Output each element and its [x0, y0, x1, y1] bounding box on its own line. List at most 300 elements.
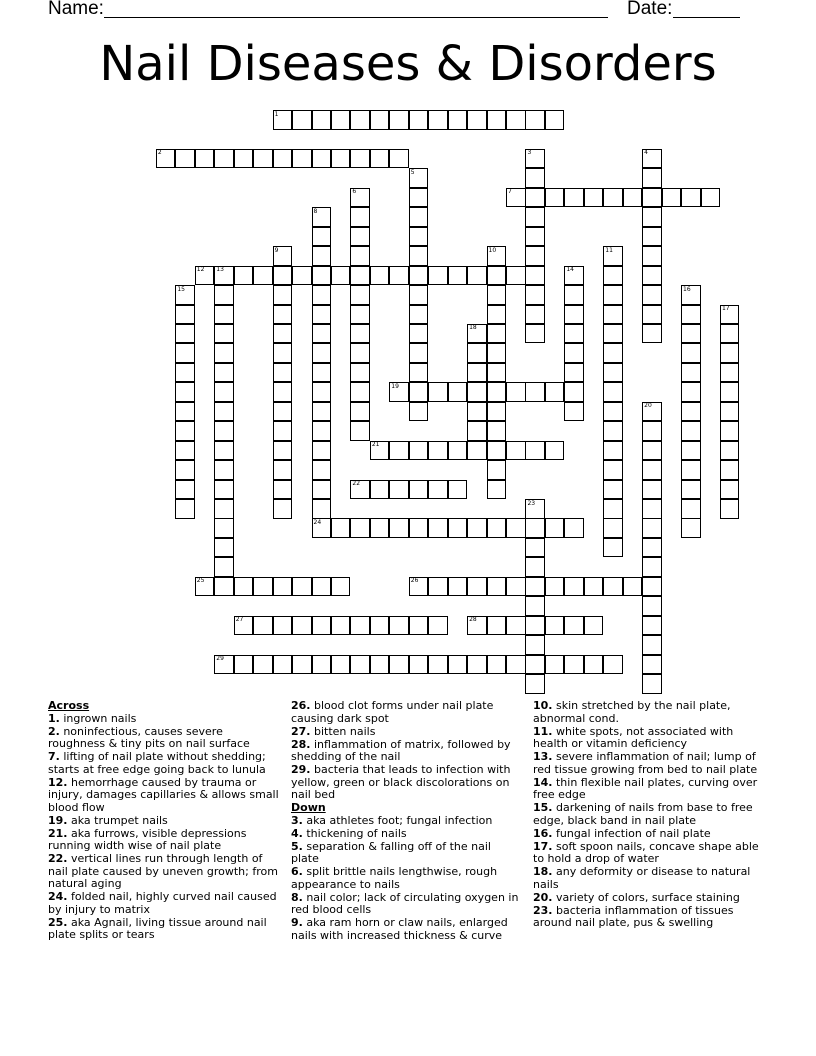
grid-cell[interactable] — [506, 266, 526, 286]
grid-cell[interactable] — [642, 246, 662, 266]
grid-cell[interactable] — [214, 518, 234, 538]
grid-cell[interactable] — [525, 188, 545, 208]
grid-cell[interactable] — [603, 266, 623, 286]
grid-cell[interactable] — [350, 207, 370, 227]
grid-cell[interactable] — [487, 363, 507, 383]
grid-cell[interactable] — [681, 363, 701, 383]
grid-cell[interactable] — [487, 343, 507, 363]
grid-cell[interactable] — [253, 149, 273, 169]
grid-cell[interactable] — [623, 577, 643, 597]
grid-cell[interactable] — [681, 305, 701, 325]
grid-cell[interactable] — [506, 577, 526, 597]
grid-cell[interactable] — [525, 266, 545, 286]
grid-cell[interactable] — [584, 188, 604, 208]
grid-cell[interactable] — [389, 149, 409, 169]
grid-cell[interactable] — [506, 110, 526, 130]
grid-cell[interactable] — [564, 285, 584, 305]
grid-cell[interactable] — [292, 110, 312, 130]
grid-cell[interactable] — [312, 324, 332, 344]
grid-cell[interactable] — [389, 110, 409, 130]
grid-cell[interactable] — [312, 266, 332, 286]
grid-cell[interactable] — [681, 324, 701, 344]
grid-cell[interactable] — [195, 266, 215, 286]
grid-cell[interactable] — [642, 324, 662, 344]
grid-cell[interactable] — [642, 227, 662, 247]
grid-cell[interactable] — [175, 499, 195, 519]
grid-cell[interactable] — [642, 168, 662, 188]
grid-cell[interactable] — [623, 188, 643, 208]
grid-cell[interactable] — [350, 421, 370, 441]
grid-cell[interactable] — [214, 343, 234, 363]
grid-cell[interactable] — [312, 343, 332, 363]
grid-cell[interactable] — [545, 188, 565, 208]
grid-cell[interactable] — [273, 421, 293, 441]
grid-cell[interactable] — [448, 110, 468, 130]
grid-cell[interactable] — [681, 421, 701, 441]
grid-cell[interactable] — [681, 518, 701, 538]
grid-cell[interactable] — [273, 577, 293, 597]
grid-cell[interactable] — [720, 382, 740, 402]
grid-cell[interactable] — [312, 227, 332, 247]
grid-cell[interactable] — [467, 441, 487, 461]
grid-cell[interactable] — [448, 441, 468, 461]
grid-cell[interactable] — [564, 324, 584, 344]
grid-cell[interactable] — [370, 480, 390, 500]
grid-cell[interactable] — [603, 363, 623, 383]
grid-cell[interactable] — [409, 285, 429, 305]
grid-cell[interactable] — [234, 266, 254, 286]
grid-cell[interactable] — [409, 343, 429, 363]
grid-cell[interactable] — [467, 402, 487, 422]
grid-cell[interactable] — [448, 655, 468, 675]
grid-cell[interactable] — [603, 188, 623, 208]
grid-cell[interactable] — [681, 285, 701, 305]
grid-cell[interactable] — [487, 518, 507, 538]
grid-cell[interactable] — [195, 149, 215, 169]
grid-cell[interactable] — [273, 343, 293, 363]
grid-cell[interactable] — [370, 149, 390, 169]
grid-cell[interactable] — [603, 577, 623, 597]
grid-cell[interactable] — [564, 266, 584, 286]
grid-cell[interactable] — [681, 382, 701, 402]
grid-cell[interactable] — [175, 343, 195, 363]
grid-cell[interactable] — [312, 655, 332, 675]
grid-cell[interactable] — [487, 110, 507, 130]
grid-cell[interactable] — [701, 188, 721, 208]
grid-cell[interactable] — [487, 402, 507, 422]
grid-cell[interactable] — [175, 149, 195, 169]
grid-cell[interactable] — [487, 266, 507, 286]
grid-cell[interactable] — [603, 441, 623, 461]
grid-cell[interactable] — [603, 480, 623, 500]
grid-cell[interactable] — [642, 518, 662, 538]
grid-cell[interactable] — [409, 480, 429, 500]
grid-cell[interactable] — [312, 421, 332, 441]
grid-cell[interactable] — [312, 246, 332, 266]
grid-cell[interactable] — [662, 188, 682, 208]
grid-cell[interactable] — [312, 110, 332, 130]
grid-cell[interactable] — [409, 577, 429, 597]
grid-cell[interactable] — [312, 441, 332, 461]
grid-cell[interactable] — [428, 382, 448, 402]
grid-cell[interactable] — [545, 382, 565, 402]
grid-cell[interactable] — [642, 596, 662, 616]
grid-cell[interactable] — [312, 382, 332, 402]
grid-cell[interactable] — [273, 266, 293, 286]
grid-cell[interactable] — [564, 616, 584, 636]
grid-cell[interactable] — [487, 655, 507, 675]
grid-cell[interactable] — [525, 616, 545, 636]
grid-cell[interactable] — [292, 266, 312, 286]
grid-cell[interactable] — [312, 460, 332, 480]
grid-cell[interactable] — [370, 266, 390, 286]
grid-cell[interactable] — [331, 577, 351, 597]
grid-cell[interactable] — [525, 441, 545, 461]
grid-cell[interactable] — [720, 421, 740, 441]
grid-cell[interactable] — [214, 382, 234, 402]
grid-cell[interactable] — [350, 110, 370, 130]
grid-cell[interactable] — [545, 518, 565, 538]
grid-cell[interactable] — [720, 480, 740, 500]
grid-cell[interactable] — [467, 577, 487, 597]
grid-cell[interactable] — [681, 441, 701, 461]
grid-cell[interactable] — [642, 538, 662, 558]
grid-cell[interactable] — [525, 227, 545, 247]
grid-cell[interactable] — [564, 305, 584, 325]
grid-cell[interactable] — [350, 402, 370, 422]
grid-cell[interactable] — [428, 110, 448, 130]
grid-cell[interactable] — [350, 382, 370, 402]
grid-cell[interactable] — [448, 518, 468, 538]
grid-cell[interactable] — [564, 382, 584, 402]
grid-cell[interactable] — [545, 441, 565, 461]
grid-cell[interactable] — [273, 285, 293, 305]
grid-cell[interactable] — [175, 285, 195, 305]
grid-cell[interactable] — [292, 149, 312, 169]
grid-cell[interactable] — [214, 305, 234, 325]
grid-cell[interactable] — [273, 382, 293, 402]
grid-cell[interactable] — [525, 635, 545, 655]
grid-cell[interactable] — [292, 616, 312, 636]
grid-cell[interactable] — [681, 480, 701, 500]
grid-cell[interactable] — [214, 557, 234, 577]
grid-cell[interactable] — [350, 305, 370, 325]
grid-cell[interactable] — [642, 499, 662, 519]
grid-cell[interactable] — [681, 188, 701, 208]
grid-cell[interactable] — [273, 305, 293, 325]
grid-cell[interactable] — [331, 616, 351, 636]
grid-cell[interactable] — [603, 518, 623, 538]
grid-cell[interactable] — [720, 324, 740, 344]
grid-cell[interactable] — [467, 655, 487, 675]
grid-cell[interactable] — [448, 382, 468, 402]
grid-cell[interactable] — [681, 499, 701, 519]
grid-cell[interactable] — [156, 149, 176, 169]
grid-cell[interactable] — [525, 207, 545, 227]
grid-cell[interactable] — [642, 421, 662, 441]
grid-cell[interactable] — [370, 518, 390, 538]
grid-cell[interactable] — [350, 188, 370, 208]
grid-cell[interactable] — [545, 577, 565, 597]
grid-cell[interactable] — [175, 480, 195, 500]
grid-cell[interactable] — [409, 616, 429, 636]
grid-cell[interactable] — [312, 363, 332, 383]
grid-cell[interactable] — [214, 577, 234, 597]
grid-cell[interactable] — [389, 266, 409, 286]
grid-cell[interactable] — [312, 207, 332, 227]
grid-cell[interactable] — [428, 441, 448, 461]
grid-cell[interactable] — [506, 382, 526, 402]
grid-cell[interactable] — [603, 382, 623, 402]
grid-cell[interactable] — [273, 616, 293, 636]
grid-cell[interactable] — [214, 441, 234, 461]
grid-cell[interactable] — [525, 577, 545, 597]
grid-cell[interactable] — [409, 363, 429, 383]
grid-cell[interactable] — [448, 480, 468, 500]
grid-cell[interactable] — [525, 655, 545, 675]
grid-cell[interactable] — [409, 441, 429, 461]
grid-cell[interactable] — [642, 616, 662, 636]
grid-cell[interactable] — [506, 188, 526, 208]
grid-cell[interactable] — [603, 246, 623, 266]
grid-cell[interactable] — [642, 577, 662, 597]
grid-cell[interactable] — [409, 266, 429, 286]
grid-cell[interactable] — [253, 655, 273, 675]
grid-cell[interactable] — [331, 266, 351, 286]
grid-cell[interactable] — [467, 518, 487, 538]
grid-cell[interactable] — [467, 382, 487, 402]
grid-cell[interactable] — [312, 285, 332, 305]
grid-cell[interactable] — [720, 343, 740, 363]
grid-cell[interactable] — [234, 577, 254, 597]
grid-cell[interactable] — [720, 402, 740, 422]
grid-cell[interactable] — [720, 499, 740, 519]
grid-cell[interactable] — [564, 577, 584, 597]
grid-cell[interactable] — [273, 460, 293, 480]
grid-cell[interactable] — [681, 460, 701, 480]
grid-cell[interactable] — [487, 324, 507, 344]
grid-cell[interactable] — [389, 616, 409, 636]
grid-cell[interactable] — [312, 616, 332, 636]
grid-cell[interactable] — [603, 499, 623, 519]
grid-cell[interactable] — [720, 460, 740, 480]
grid-cell[interactable] — [175, 324, 195, 344]
grid-cell[interactable] — [428, 577, 448, 597]
grid-cell[interactable] — [642, 149, 662, 169]
grid-cell[interactable] — [195, 577, 215, 597]
grid-cell[interactable] — [350, 480, 370, 500]
grid-cell[interactable] — [370, 616, 390, 636]
grid-cell[interactable] — [642, 635, 662, 655]
grid-cell[interactable] — [487, 441, 507, 461]
grid-cell[interactable] — [642, 674, 662, 694]
grid-cell[interactable] — [487, 577, 507, 597]
grid-cell[interactable] — [175, 402, 195, 422]
grid-cell[interactable] — [350, 285, 370, 305]
grid-cell[interactable] — [564, 343, 584, 363]
grid-cell[interactable] — [564, 188, 584, 208]
grid-cell[interactable] — [525, 305, 545, 325]
grid-cell[interactable] — [409, 168, 429, 188]
grid-cell[interactable] — [273, 149, 293, 169]
grid-cell[interactable] — [214, 655, 234, 675]
grid-cell[interactable] — [487, 480, 507, 500]
grid-cell[interactable] — [312, 402, 332, 422]
grid-cell[interactable] — [487, 616, 507, 636]
grid-cell[interactable] — [720, 305, 740, 325]
grid-cell[interactable] — [642, 188, 662, 208]
grid-cell[interactable] — [642, 402, 662, 422]
grid-cell[interactable] — [720, 441, 740, 461]
grid-cell[interactable] — [253, 266, 273, 286]
grid-cell[interactable] — [350, 266, 370, 286]
grid-cell[interactable] — [564, 655, 584, 675]
grid-cell[interactable] — [409, 382, 429, 402]
grid-cell[interactable] — [487, 305, 507, 325]
grid-cell[interactable] — [409, 655, 429, 675]
grid-cell[interactable] — [642, 305, 662, 325]
grid-cell[interactable] — [331, 518, 351, 538]
grid-cell[interactable] — [487, 460, 507, 480]
grid-cell[interactable] — [409, 188, 429, 208]
grid-cell[interactable] — [350, 616, 370, 636]
grid-cell[interactable] — [312, 499, 332, 519]
grid-cell[interactable] — [642, 285, 662, 305]
grid-cell[interactable] — [487, 421, 507, 441]
grid-cell[interactable] — [370, 110, 390, 130]
grid-cell[interactable] — [273, 363, 293, 383]
grid-cell[interactable] — [234, 149, 254, 169]
grid-cell[interactable] — [350, 324, 370, 344]
grid-cell[interactable] — [273, 441, 293, 461]
grid-cell[interactable] — [525, 382, 545, 402]
grid-cell[interactable] — [525, 110, 545, 130]
grid-cell[interactable] — [234, 655, 254, 675]
grid-cell[interactable] — [681, 343, 701, 363]
grid-cell[interactable] — [603, 402, 623, 422]
grid-cell[interactable] — [584, 577, 604, 597]
grid-cell[interactable] — [409, 227, 429, 247]
grid-cell[interactable] — [525, 674, 545, 694]
grid-cell[interactable] — [350, 518, 370, 538]
grid-cell[interactable] — [273, 324, 293, 344]
grid-cell[interactable] — [584, 616, 604, 636]
grid-cell[interactable] — [603, 655, 623, 675]
grid-cell[interactable] — [409, 110, 429, 130]
grid-cell[interactable] — [506, 655, 526, 675]
grid-cell[interactable] — [525, 168, 545, 188]
grid-cell[interactable] — [312, 305, 332, 325]
grid-cell[interactable] — [312, 149, 332, 169]
grid-cell[interactable] — [234, 616, 254, 636]
grid-cell[interactable] — [214, 363, 234, 383]
grid-cell[interactable] — [642, 441, 662, 461]
grid-cell[interactable] — [603, 285, 623, 305]
grid-cell[interactable] — [331, 149, 351, 169]
grid-cell[interactable] — [175, 460, 195, 480]
grid-cell[interactable] — [350, 363, 370, 383]
grid-cell[interactable] — [389, 480, 409, 500]
grid-cell[interactable] — [350, 246, 370, 266]
grid-cell[interactable] — [350, 227, 370, 247]
grid-cell[interactable] — [603, 538, 623, 558]
grid-cell[interactable] — [409, 402, 429, 422]
grid-cell[interactable] — [642, 266, 662, 286]
grid-cell[interactable] — [389, 655, 409, 675]
grid-cell[interactable] — [525, 596, 545, 616]
grid-cell[interactable] — [428, 616, 448, 636]
grid-cell[interactable] — [564, 518, 584, 538]
grid-cell[interactable] — [350, 149, 370, 169]
grid-cell[interactable] — [214, 324, 234, 344]
grid-cell[interactable] — [525, 557, 545, 577]
grid-cell[interactable] — [525, 149, 545, 169]
grid-cell[interactable] — [312, 518, 332, 538]
grid-cell[interactable] — [214, 499, 234, 519]
grid-cell[interactable] — [467, 363, 487, 383]
grid-cell[interactable] — [409, 305, 429, 325]
grid-cell[interactable] — [350, 343, 370, 363]
grid-cell[interactable] — [389, 441, 409, 461]
grid-cell[interactable] — [525, 518, 545, 538]
grid-cell[interactable] — [525, 285, 545, 305]
grid-cell[interactable] — [214, 285, 234, 305]
grid-cell[interactable] — [603, 460, 623, 480]
grid-cell[interactable] — [564, 402, 584, 422]
grid-cell[interactable] — [312, 480, 332, 500]
grid-cell[interactable] — [428, 480, 448, 500]
grid-cell[interactable] — [409, 518, 429, 538]
grid-cell[interactable] — [584, 655, 604, 675]
grid-cell[interactable] — [467, 110, 487, 130]
grid-cell[interactable] — [525, 499, 545, 519]
grid-cell[interactable] — [350, 655, 370, 675]
grid-cell[interactable] — [467, 616, 487, 636]
grid-cell[interactable] — [603, 421, 623, 441]
grid-cell[interactable] — [603, 305, 623, 325]
grid-cell[interactable] — [467, 343, 487, 363]
grid-cell[interactable] — [545, 110, 565, 130]
grid-cell[interactable] — [331, 655, 351, 675]
grid-cell[interactable] — [487, 382, 507, 402]
grid-cell[interactable] — [564, 363, 584, 383]
grid-cell[interactable] — [273, 402, 293, 422]
grid-cell[interactable] — [642, 460, 662, 480]
grid-cell[interactable] — [389, 518, 409, 538]
grid-cell[interactable] — [175, 441, 195, 461]
grid-cell[interactable] — [409, 324, 429, 344]
grid-cell[interactable] — [273, 655, 293, 675]
grid-cell[interactable] — [273, 499, 293, 519]
grid-cell[interactable] — [467, 421, 487, 441]
grid-cell[interactable] — [214, 402, 234, 422]
grid-cell[interactable] — [428, 518, 448, 538]
grid-cell[interactable] — [273, 246, 293, 266]
grid-cell[interactable] — [448, 577, 468, 597]
grid-cell[interactable] — [642, 655, 662, 675]
grid-cell[interactable] — [642, 480, 662, 500]
grid-cell[interactable] — [506, 518, 526, 538]
grid-cell[interactable] — [525, 246, 545, 266]
grid-cell[interactable] — [467, 266, 487, 286]
grid-cell[interactable] — [506, 616, 526, 636]
grid-cell[interactable] — [389, 382, 409, 402]
grid-cell[interactable] — [467, 324, 487, 344]
grid-cell[interactable] — [292, 655, 312, 675]
grid-cell[interactable] — [214, 149, 234, 169]
grid-cell[interactable] — [214, 460, 234, 480]
grid-cell[interactable] — [214, 480, 234, 500]
